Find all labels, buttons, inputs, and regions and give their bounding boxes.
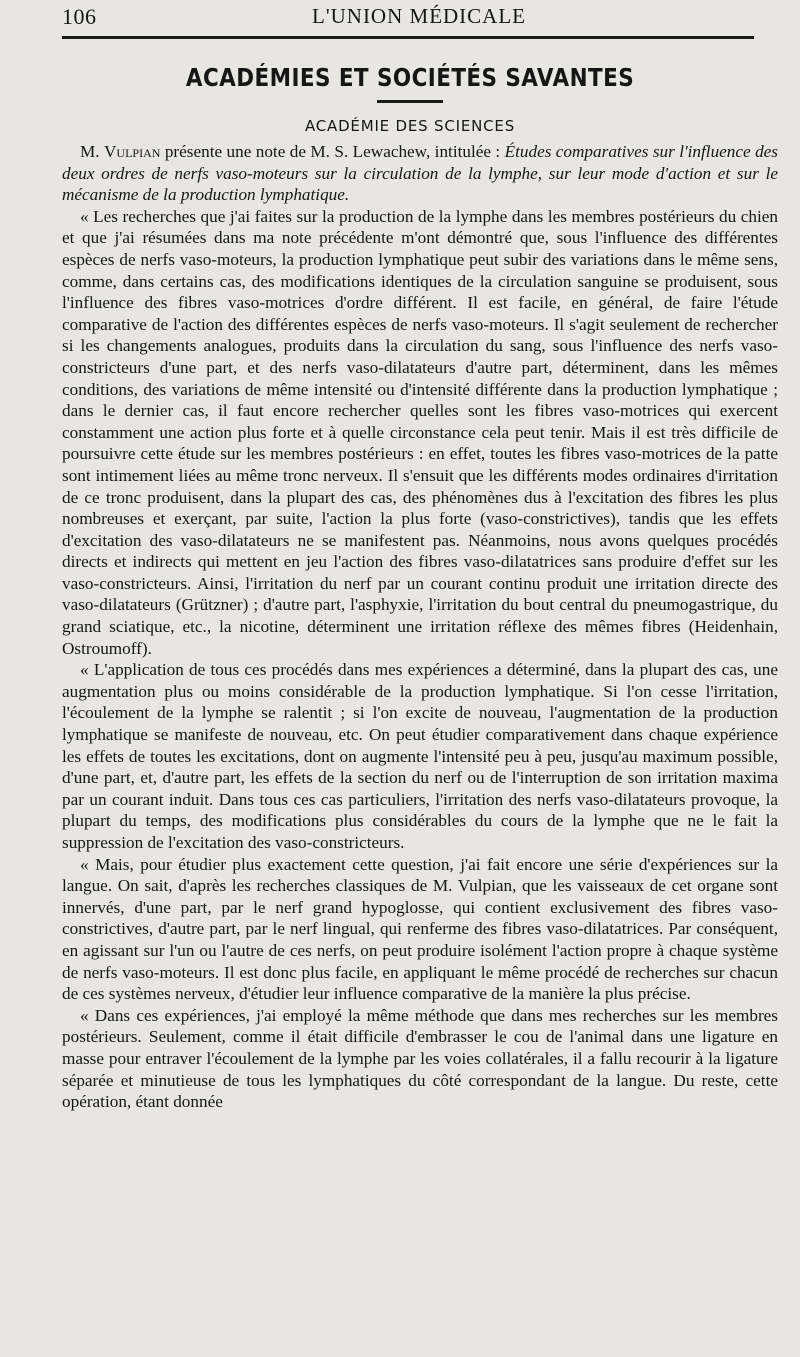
- body-paragraph: « Les recherches que j'ai faites sur la production de la lymphe dans les membres postérieurs du chien et que j'ai résumées dans ma note précédente m'ont démontré que, sous l'influence des différentes espèces de nerfs vaso-moteurs, la production lymphatique peut subir des variations dans le même sens, comme, dans certains cas, des modifications identiques de la circulation sanguine se produisent, sous l'influence des fibres vaso-motrices d'ordre différent. Il est facile, en général, de faire l'étude comparative de l'action des différentes espèces de nerfs vaso-moteurs. Il s'agit seulement de rechercher si les changements analogues, produits dans la circulation du sang, sous l'influence des nerfs vaso-constricteurs d'une part, et des nerfs vaso-dilatateurs d'autre part, déterminent, dans les mêmes conditions, des variations de même intensité ou d'intensité différente dans la production lymphatique ; dans le dernier cas, il faut encore rechercher quelles sont les fibres vaso-motrices qui exercent constamment une action plus forte et à quelle circonstance cela peut tenir. Mais il est très difficile de poursuivre cette étude sur les membres postérieurs : en effet, toutes les fibres vaso-motrices de la patte sont intimement liées au même tronc nerveux. Il s'ensuit que les différents modes ordinaires d'irritation de ce tronc produisent, dans la plupart des cas, des phénomènes dus à l'excitation des fibres les plus nombreuses et exerçant, par suite, l'action la plus forte (vaso-constrictives), tandis que les effets d'excitation des vaso-dilatateurs ne se manifestent pas. Néanmoins, nous avons quelques procédés directs et indirects qui mettent en jeu l'action des fibres vaso-dilatatrices sans produire d'effet sur les vaso-constricteurs. Ainsi, l'irritation du nerf par un courant continu produit une irritation directe des vaso-dilatateurs (Grützner) ; d'autre part, l'asphyxie, l'irritation du bout central du pneumogastrique, du grand sciatique, etc., la nicotine, déterminent une irritation réflexe des mêmes fibres (Heidenhain, Ostroumoff).: [62, 206, 778, 658]
- header-rule: [62, 36, 754, 39]
- page-number: 106: [62, 4, 97, 29]
- body-paragraph: « Dans ces expériences, j'ai employé la même méthode que dans mes recherches sur les membres postérieurs. Seulement, comme il était difficile d'embrasser le cou de l'animal dans une ligature en masse pour entraver l'écoulement de la lymphe par les voies collatérales, il a fallu recourir à la ligature séparée et minutieuse de tous les lymphatiques du côté correspondant de la langue. Du reste, cette opération, étant donnée: [62, 1005, 778, 1112]
- body-paragraph: « L'application de tous ces procédés dans mes expériences a déterminé, dans la plupart des cas, une augmentation plus ou moins considérable de la production lymphatique. Si l'on cesse l'irritation, l'écoulement de la lymphe se ralentit ; si l'on excite de nouveau, l'augmentation de la production lymphatique se manifeste de nouveau, etc. On peut étudier comparativement dans chaque expérience les effets de toutes les excitations, dont on augmente l'intensité peu à peu, jusqu'au maximum possible, d'une part, et, d'autre part, les effets de la section du nerf ou de l'interruption de son irritation maxima par un courant induit. Dans tous ces cas particuliers, l'irritation des nerfs vaso-dilatateurs provoque, la plupart du temps, des modifications plus considérables du cours de la lymphe que ne le fait la suppression de l'excitation des vaso-constricteurs.: [62, 660, 778, 852]
- section-title: ACADÉMIES ET SOCIÉTÉS SAVANTES: [185, 63, 635, 92]
- note-title: Études comparatives sur l'influence des deux ordres de nerfs vaso-moteurs sur la circulation de la lymphe, sur leur mode d'action et sur le mécanisme de la production lymphatique.: [62, 142, 778, 205]
- body-paragraph: « Mais, pour étudier plus exactement cette question, j'ai fait encore une série d'expériences sur la langue. On sait, d'après les recherches classiques de M. Vulpian, que les vaisseaux de cet organe sont innervés, d'une part, par le nerf grand hypoglosse, qui contient exclusivement des fibres vaso-constrictives, d'autre part, par le nerf lingual, qui renferme des fibres vaso-dilatatrices. Par conséquent, en agissant sur l'un ou l'autre de ces nerfs, on peut produire isolément l'action propre à chaque système de nerfs vaso-moteurs. Il est donc plus facile, en appliquant le même procédé de recherches sur chacun de ces systèmes nerveux, d'étudier leur influence comparative de la manière la plus précise.: [62, 854, 778, 1004]
- intro-prefix: M.: [80, 142, 104, 161]
- article-body: [62, 141, 778, 1113]
- intro-text: présente une note de M. S. Lewachew, intitulée :: [160, 142, 505, 161]
- running-header: [62, 0, 758, 36]
- running-title: L'UNION MÉDICALE: [312, 4, 527, 28]
- subsection-title: ACADÉMIE DES SCIENCES: [304, 117, 516, 135]
- intro-paragraph: [62, 141, 778, 206]
- author-name: Vulpian: [104, 142, 161, 161]
- title-rule: [377, 100, 443, 103]
